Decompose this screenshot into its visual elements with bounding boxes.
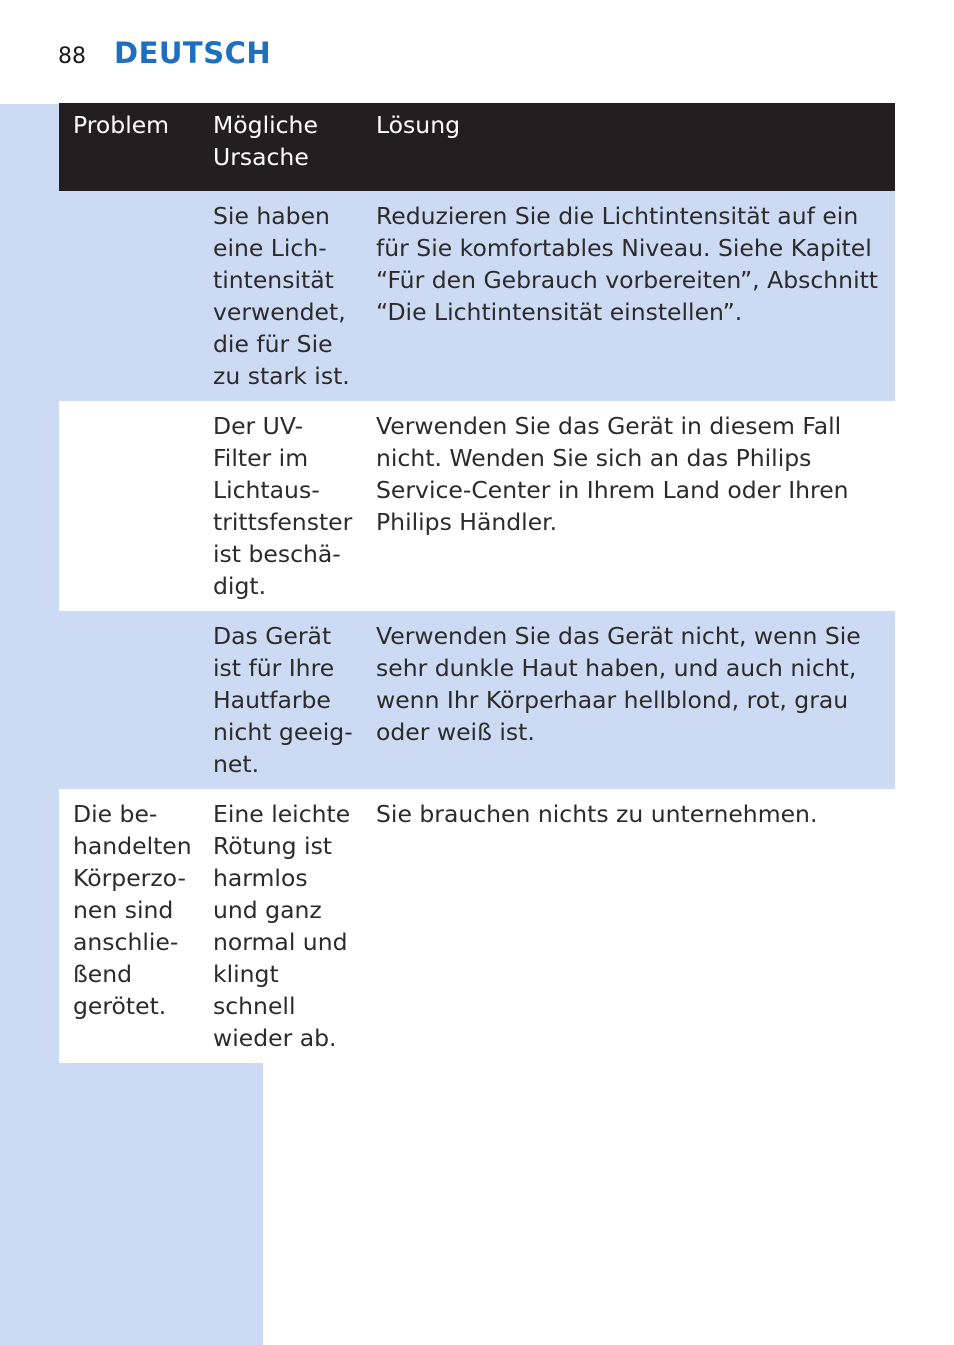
problem-cell bbox=[59, 611, 199, 789]
cause-cell: Der UV- Filter im Lichtaus- trittsfenster ist beschä- digt. bbox=[199, 401, 362, 611]
page-header bbox=[58, 36, 271, 70]
cause-cell: Eine leichte Rötung ist harmlos und ganz normal und klingt schnell wieder ab. bbox=[199, 789, 362, 1063]
header-solution: Lösung bbox=[362, 103, 895, 191]
table-row bbox=[59, 611, 895, 789]
cause-cell: Sie haben eine Lich- tintensität verwendet, die für Sie zu stark ist. bbox=[199, 191, 362, 401]
solution-cell: Sie brauchen nichts zu unternehmen. bbox=[362, 789, 895, 1063]
problem-cell bbox=[59, 401, 199, 611]
solution-cell: Verwenden Sie das Gerät in diesem Fall nicht. Wenden Sie sich an das Philips Service-Center in Ihrem Land oder Ihren Philips Händler. bbox=[362, 401, 895, 611]
cause-cell: Das Gerät ist für Ihre Hautfarbe nicht geeig- net. bbox=[199, 611, 362, 789]
solution-cell: Reduzieren Sie die Lichtintensität auf ein für Sie komfortables Niveau. Siehe Kapitel “Für den Gebrauch vorbereiten”, Abschnitt “Die Lichtintensität einstellen”. bbox=[362, 191, 895, 401]
section-title: DEUTSCH bbox=[114, 36, 272, 70]
table-row bbox=[59, 789, 895, 1063]
troubleshooting-table bbox=[59, 103, 895, 1063]
table-row bbox=[59, 191, 895, 401]
solution-cell: Verwenden Sie das Gerät nicht, wenn Sie sehr dunkle Haut haben, und auch nicht, wenn Ihr Körperhaar hellblond, rot, grau oder weiß ist. bbox=[362, 611, 895, 789]
problem-cell bbox=[59, 191, 199, 401]
problem-cell: Die be- handelten Körperzo- nen sind anschlie- ßend gerötet. bbox=[59, 789, 199, 1063]
page-number: 88 bbox=[58, 44, 86, 69]
table-header-row bbox=[59, 103, 895, 191]
header-problem: Problem bbox=[59, 103, 199, 191]
table-row bbox=[59, 401, 895, 611]
header-cause: Mögliche Ursache bbox=[199, 103, 362, 191]
